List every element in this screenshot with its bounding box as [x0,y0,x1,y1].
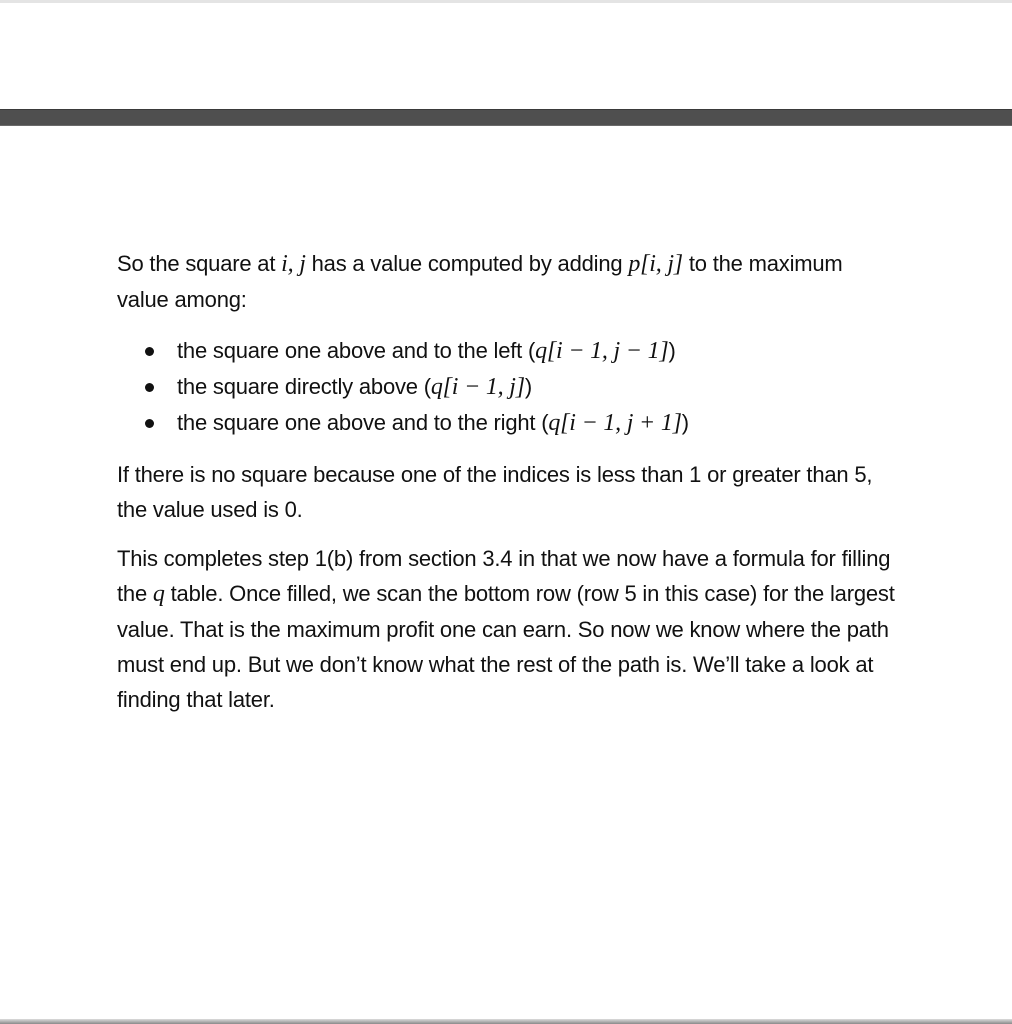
math-expression: q[i − 1, j] [430,374,525,400]
bullet-icon [145,347,154,356]
document-body [117,246,897,717]
bullet-text: the square directly above ( [177,374,431,399]
neighbor-list [117,333,897,441]
bullet-text: the square one above and to the left ( [177,338,536,363]
list-item [117,333,897,369]
math-index-vars: i, j [281,251,306,277]
intro-text-before: So the square at [117,251,282,276]
bullet-close: ) [681,410,689,435]
intro-text-middle: has a value computed by adding [305,251,629,276]
math-p-expression: p[i, j] [628,251,683,277]
zero-rule-paragraph: If there is no square because one of the indices is less than 1 or greater than 5, the value used is 0. [117,462,873,522]
closing-paragraph [117,541,897,717]
math-expression: q[i − 1, j − 1] [535,338,669,364]
bullet-icon [145,383,154,392]
math-q-var: q [152,581,165,607]
bullet-close: ) [668,338,676,363]
intro-paragraph [117,246,897,317]
bullet-icon [145,419,154,428]
list-item [117,405,897,441]
closing-text-after: table. Once filled, we scan the bottom row (row 5 in this case) for the largest value. That is the maximum profit one can earn. So now we know where the path must end up. But we don’t know what the rest of the path is. We’ll take a look at finding that later. [117,581,895,712]
bullet-text: the square one above and to the right ( [177,410,549,435]
page-break-bar [0,109,1012,126]
intro-text-after: to the maximum value among: [117,251,843,312]
closing-text-before: This completes step 1(b) from section 3.4 in that we now have a formula for filling the [117,546,891,606]
bottom-page-edge [0,1019,1012,1024]
math-expression: q[i − 1, j + 1] [548,410,682,436]
list-item [117,369,897,405]
bullet-close: ) [524,374,533,399]
